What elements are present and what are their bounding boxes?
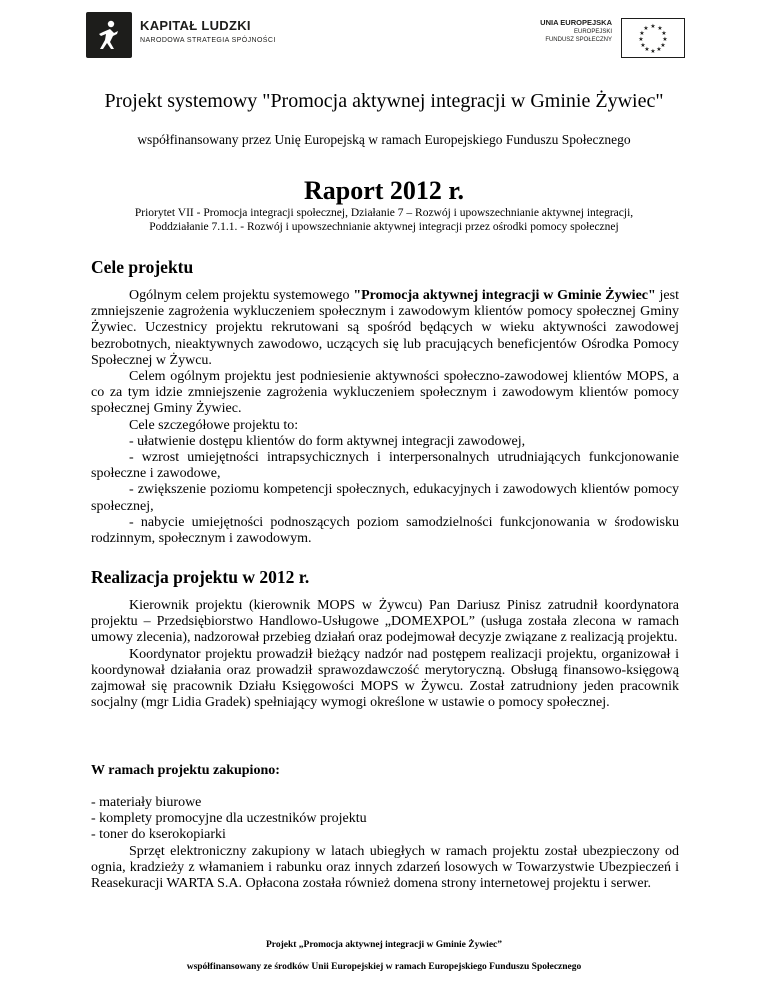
section-purchases-body bbox=[91, 795, 679, 892]
purchase-item: - komplety promocyjne dla uczestników projektu bbox=[91, 811, 367, 827]
section-goals-body bbox=[91, 288, 679, 547]
goal-item: - zwiększenie poziomu kompetencji społecznych, edukacyjnych i zawodowych klientów pomocy społecznej, bbox=[91, 482, 679, 514]
priority-info bbox=[0, 206, 768, 234]
svg-text:★: ★ bbox=[660, 42, 666, 49]
goal-item: - nabycie umiejętności podnoszących poziom samodzielności funkcjonowania w środowisku rodzinnym, społecznym i zawodowym. bbox=[91, 514, 679, 547]
project-title: Projekt systemowy "Promocja aktywnej integracji w Gminie Żywiec" bbox=[104, 90, 664, 112]
eu-logo-line3: FUNDUSZ SPOŁECZNY bbox=[545, 37, 612, 43]
section-heading-purchases: W ramach projektu zakupiono: bbox=[91, 763, 280, 778]
kapital-ludzki-name: KAPITAŁ LUDZKI bbox=[140, 18, 251, 33]
goal-item: - wzrost umiejętności intrapsychicznych i interpersonalnych utrudniających funkcjonowanie społeczne i zawodowe, bbox=[91, 450, 679, 482]
kapital-ludzki-logo bbox=[86, 12, 286, 60]
kapital-ludzki-emblem-icon bbox=[86, 12, 132, 58]
priority-line-2: Poddziałanie 7.1.1. - Rozwój i upowszechnianie aktywnej integracji przez ośrodki pomocy społecznej bbox=[149, 221, 619, 233]
svg-text:★: ★ bbox=[640, 42, 646, 49]
footer-line-2: współfinansowany ze środków Unii Europejskiej w ramach Europejskiego Funduszu Społecznego bbox=[186, 962, 582, 972]
footer-line-1: Projekt „Promocja aktywnej integracji w Gminie Żywiec” bbox=[265, 940, 503, 950]
svg-text:★: ★ bbox=[656, 46, 662, 53]
goals-paragraph-2: Celem ogólnym projektu jest podniesienie aktywności społeczno-zawodowej klientów MOPS, a co za tym idzie zmniejszenie zagrożenia wykluczeniem społecznym i zawodowym klientów pomocy społecznej Gminy Żywiec. bbox=[91, 369, 679, 417]
svg-text:★: ★ bbox=[644, 46, 650, 53]
goals-paragraph-3: Cele szczegółowe projektu to: bbox=[129, 417, 299, 433]
svg-text:★: ★ bbox=[650, 23, 656, 30]
svg-text:★: ★ bbox=[639, 30, 645, 37]
svg-text:★: ★ bbox=[643, 25, 649, 32]
purchases-paragraph: Sprzęt elektroniczny zakupiony w latach ubiegłych w ramach projektu został ubezpieczony od ognia, kradzieży z włamaniem i rabunku oraz innych zdarzeń losowych w Towarzystwie Ubezpieczeń i Reasekuracji WARTA S.A. Opłacona została również domena strony internetowej projektu i serwer. bbox=[91, 843, 679, 892]
section-heading-realization: Realizacja projektu w 2012 r. bbox=[91, 567, 310, 587]
eu-logo-line2: EUROPEJSKI bbox=[573, 29, 612, 35]
section-heading-goals: Cele projektu bbox=[91, 257, 194, 277]
priority-line-1: Priorytet VII - Promocja integracji społecznej, Działanie 7 – Rozwój i upowszechnianie aktywnej integracji, bbox=[134, 207, 634, 219]
goals-p1-start: Ogólnym celem projektu systemowego bbox=[129, 288, 354, 303]
realization-paragraph-1: Kierownik projektu (kierownik MOPS w Żywcu) Pan Dariusz Pinisz zatrudnił koordynatora projektu – Przedsiębiorstwo Handlowo-Usługowe „DOMEXPOL” (usługa została zlecona w ramach umowy zlecenia), nadzorował przebieg działań oraz podejmował decyzje związane z realizacją projektu. bbox=[91, 598, 679, 646]
svg-text:★: ★ bbox=[661, 30, 667, 37]
realization-paragraph-2: Koordynator projektu prowadził bieżący nadzór nad postępem realizacji projektu, organizował i koordynował działania oraz prowadził sprawozdawczość merytoryczną. Obsługą finansowo-księgową zajmował się pracownik Działu Księgowości MOPS w Żywcu. Został zatrudniony jeden pracownik socjalny (mgr Lidia Gradek) spełniający wymogi określone w ustawie o pomocy społecznej. bbox=[91, 646, 679, 711]
eu-logo bbox=[520, 18, 690, 62]
cofinancing-line: współfinansowany przez Unię Europejską w ramach Europejskiego Funduszu Społecznego bbox=[137, 132, 631, 147]
eu-logo-text bbox=[540, 18, 612, 44]
eu-flag-icon bbox=[621, 18, 685, 58]
goals-p1-rest: jest zmniejszenie zagrożenia wykluczeniem społecznym i zawodowym klientów pomocy społecznej Gminy Żywiec. Uczestnicy projektu rekrutowani są spośród będących w wieku aktywności zawodowej bezrobotnych, nieaktywnych zawodowo, uczących się lub pracujących beneficjentów Ośrodka Pomocy Społecznej w Żywcu. bbox=[91, 288, 679, 368]
svg-text:★: ★ bbox=[657, 25, 663, 32]
kapital-ludzki-subtitle: NARODOWA STRATEGIA SPÓJNOŚCI bbox=[140, 37, 276, 44]
goal-item: - ułatwienie dostępu klientów do form aktywnej integracji zawodowej, bbox=[129, 433, 526, 449]
svg-text:★: ★ bbox=[662, 36, 668, 43]
goals-p1-project-name: "Promocja aktywnej integracji w Gminie Żywiec" bbox=[353, 288, 656, 303]
purchase-item: - materiały biurowe bbox=[91, 795, 202, 810]
section-realization-body bbox=[91, 598, 679, 711]
svg-text:★: ★ bbox=[638, 36, 644, 43]
goals-paragraph-1 bbox=[91, 288, 679, 369]
purchase-item: - toner do kserokopiarki bbox=[91, 827, 226, 843]
svg-text:★: ★ bbox=[650, 48, 656, 55]
eu-logo-line1: UNIA EUROPEJSKA bbox=[540, 18, 612, 27]
report-title: Raport 2012 r. bbox=[303, 176, 465, 205]
